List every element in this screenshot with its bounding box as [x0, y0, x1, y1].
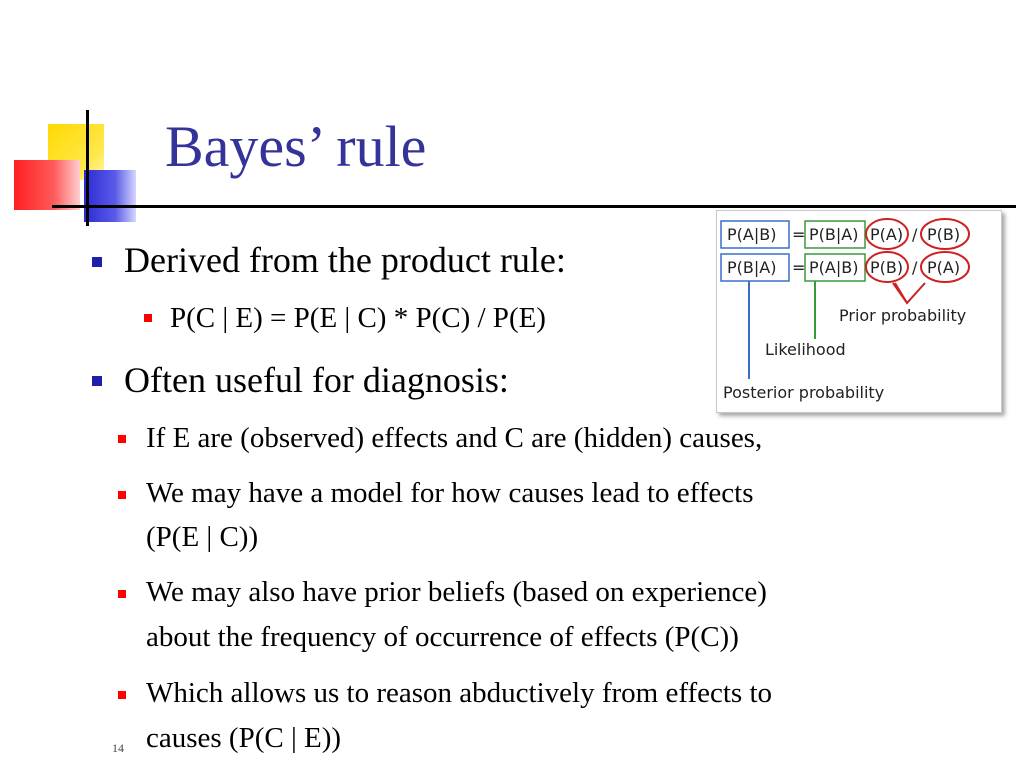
- sub-bullet-marker: [118, 590, 126, 598]
- sub-bullet-marker: [144, 314, 152, 322]
- sub-bullet-item: If E are (observed) effects and C are (hidden) causes,: [146, 422, 763, 454]
- formula-slash: /: [912, 258, 918, 277]
- bullet-item: Often useful for diagnosis:: [124, 360, 509, 400]
- formula-term: P(A|B): [727, 225, 777, 244]
- bullet-item: Derived from the product rule:: [124, 240, 566, 280]
- formula-term: P(B): [870, 258, 904, 277]
- formula-term: P(B): [927, 225, 961, 244]
- sub-bullet-item: Which allows us to reason abductively from effects to: [146, 677, 773, 709]
- formula-slash: /: [912, 225, 918, 244]
- posterior-label: Posterior probability: [723, 383, 885, 402]
- logo-blue-square: [84, 170, 136, 222]
- formula-term: P(B|A): [727, 258, 777, 277]
- formula-term: P(B|A): [809, 225, 859, 244]
- sub-bullet-marker: [118, 691, 126, 699]
- prior-connector: [895, 283, 907, 303]
- bayes-diagram: [716, 210, 1002, 413]
- sub-bullet-item-continued: (P(E | C)): [146, 521, 259, 553]
- page-number: 14: [112, 741, 124, 755]
- sub-bullet-item-continued: about the frequency of occurrence of effects (P(C)): [146, 621, 739, 653]
- logo-vertical-line: [86, 110, 89, 226]
- likelihood-label: Likelihood: [765, 340, 846, 359]
- formula-equals: =: [792, 258, 806, 277]
- formula-equals: =: [792, 225, 806, 244]
- sub-bullet-marker: [118, 435, 126, 443]
- prior-label: Prior probability: [839, 306, 967, 325]
- slide-title: Bayes’ rule: [165, 114, 427, 179]
- sub-bullet-item: We may also have prior beliefs (based on experience): [146, 576, 767, 608]
- formula-term: P(A|B): [809, 258, 859, 277]
- sub-bullet-item-continued: causes (P(C | E)): [146, 722, 342, 754]
- bayes-diagram-svg: [717, 211, 1001, 412]
- formula-term: P(A): [870, 225, 904, 244]
- logo-red-bar: [14, 160, 80, 210]
- formula-term: P(A): [927, 258, 961, 277]
- sub-bullet-item: We may have a model for how causes lead to effects: [146, 477, 754, 509]
- sub-bullet-marker: [118, 491, 126, 499]
- bullet-marker: [92, 257, 102, 267]
- bullet-marker: [92, 376, 102, 386]
- sub-bullet-item: P(C | E) = P(E | C) * P(C) / P(E): [170, 302, 546, 334]
- title-underline: [52, 205, 1016, 208]
